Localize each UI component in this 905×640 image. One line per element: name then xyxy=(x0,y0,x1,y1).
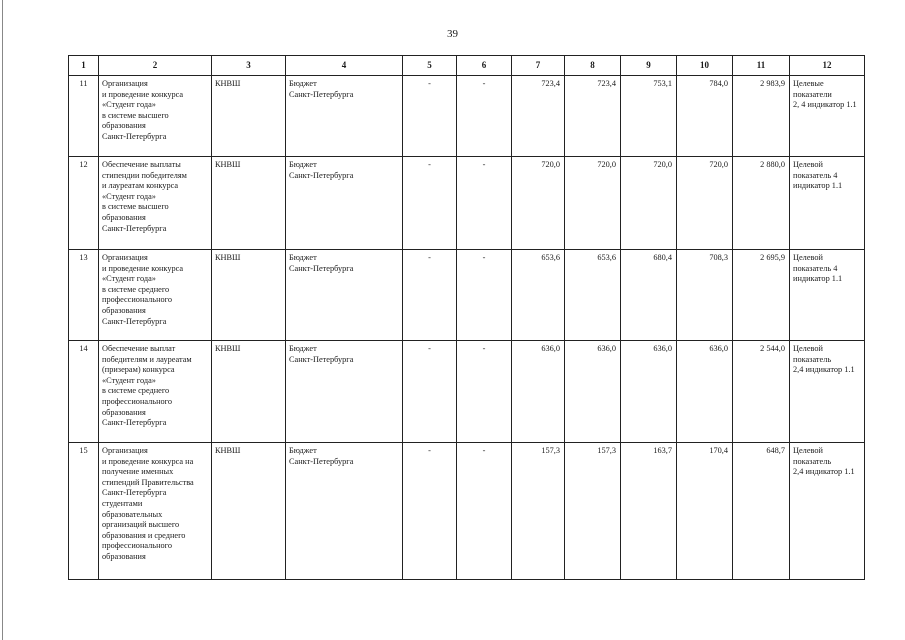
activity-name: Обеспечение выплаты стипендии победителям и лауреатам конкурса «Студент года» в системе высшего образования Санкт-Петербурга xyxy=(99,157,212,250)
value-col5: - xyxy=(403,157,457,250)
value-col6: - xyxy=(457,76,512,157)
value-col9: 720,0 xyxy=(621,157,677,250)
value-col5: - xyxy=(403,76,457,157)
col-header: 1 xyxy=(69,56,99,76)
value-total: 2 544,0 xyxy=(733,341,790,443)
executor: КНВШ xyxy=(212,250,286,341)
value-col8: 723,4 xyxy=(565,76,621,157)
executor: КНВШ xyxy=(212,443,286,580)
table-row xyxy=(69,76,865,157)
activity-name: Организация и проведение конкурса «Студент года» в системе высшего образования Санкт-Петербурга xyxy=(99,76,212,157)
value-col9: 163,7 xyxy=(621,443,677,580)
funding-source: Бюджет Санкт-Петербурга xyxy=(286,443,403,580)
activity-name: Обеспечение выплат победителям и лауреатам (призерам) конкурса «Студент года» в системе среднего профессионального образования Санкт-Петербурга xyxy=(99,341,212,443)
value-col9: 753,1 xyxy=(621,76,677,157)
col-header: 2 xyxy=(99,56,212,76)
col-header: 9 xyxy=(621,56,677,76)
value-total: 2 695,9 xyxy=(733,250,790,341)
executor: КНВШ xyxy=(212,76,286,157)
target-indicator: Целевой показатель 4 индикатор 1.1 xyxy=(790,157,865,250)
value-col10: 784,0 xyxy=(677,76,733,157)
value-col9: 636,0 xyxy=(621,341,677,443)
activity-name: Организация и проведение конкурса на получение именных стипендий Правительства Санкт-Петербурга студентами образовательных организаций высшего образования и среднего профессионального образования xyxy=(99,443,212,580)
row-number: 14 xyxy=(69,341,99,443)
col-header: 11 xyxy=(733,56,790,76)
row-number: 11 xyxy=(69,76,99,157)
funding-source: Бюджет Санкт-Петербурга xyxy=(286,250,403,341)
target-indicator: Целевые показатели 2, 4 индикатор 1.1 xyxy=(790,76,865,157)
table-row xyxy=(69,443,865,580)
table-row xyxy=(69,250,865,341)
value-col7: 636,0 xyxy=(512,341,565,443)
value-total: 2 880,0 xyxy=(733,157,790,250)
row-number: 12 xyxy=(69,157,99,250)
target-indicator: Целевой показатель 4 индикатор 1.1 xyxy=(790,250,865,341)
col-header: 3 xyxy=(212,56,286,76)
value-col6: - xyxy=(457,341,512,443)
target-indicator: Целевой показатель 2,4 индикатор 1.1 xyxy=(790,443,865,580)
activity-name: Организация и проведение конкурса «Студент года» в системе среднего профессионального образования Санкт-Петербурга xyxy=(99,250,212,341)
target-indicator: Целевой показатель 2,4 индикатор 1.1 xyxy=(790,341,865,443)
col-header: 6 xyxy=(457,56,512,76)
value-col7: 157,3 xyxy=(512,443,565,580)
funding-source: Бюджет Санкт-Петербурга xyxy=(286,157,403,250)
value-col5: - xyxy=(403,443,457,580)
row-number: 13 xyxy=(69,250,99,341)
executor: КНВШ xyxy=(212,341,286,443)
page-number: 39 xyxy=(447,28,458,40)
col-header: 8 xyxy=(565,56,621,76)
value-col8: 157,3 xyxy=(565,443,621,580)
funding-source: Бюджет Санкт-Петербурга xyxy=(286,76,403,157)
table-header-row xyxy=(69,56,865,76)
page-left-edge xyxy=(2,0,3,640)
value-total: 648,7 xyxy=(733,443,790,580)
value-col5: - xyxy=(403,341,457,443)
executor: КНВШ xyxy=(212,157,286,250)
col-header: 10 xyxy=(677,56,733,76)
value-col7: 653,6 xyxy=(512,250,565,341)
value-col5: - xyxy=(403,250,457,341)
value-col7: 720,0 xyxy=(512,157,565,250)
value-col8: 653,6 xyxy=(565,250,621,341)
col-header: 12 xyxy=(790,56,865,76)
value-col6: - xyxy=(457,157,512,250)
value-col6: - xyxy=(457,443,512,580)
col-header: 5 xyxy=(403,56,457,76)
value-col10: 636,0 xyxy=(677,341,733,443)
col-header: 7 xyxy=(512,56,565,76)
value-col10: 708,3 xyxy=(677,250,733,341)
value-col7: 723,4 xyxy=(512,76,565,157)
row-number: 15 xyxy=(69,443,99,580)
funding-source: Бюджет Санкт-Петербурга xyxy=(286,341,403,443)
table-row xyxy=(69,341,865,443)
col-header: 4 xyxy=(286,56,403,76)
table-row xyxy=(69,157,865,250)
program-activities-table xyxy=(68,55,865,580)
value-col9: 680,4 xyxy=(621,250,677,341)
value-col8: 720,0 xyxy=(565,157,621,250)
value-col10: 170,4 xyxy=(677,443,733,580)
value-total: 2 983,9 xyxy=(733,76,790,157)
value-col8: 636,0 xyxy=(565,341,621,443)
value-col6: - xyxy=(457,250,512,341)
value-col10: 720,0 xyxy=(677,157,733,250)
